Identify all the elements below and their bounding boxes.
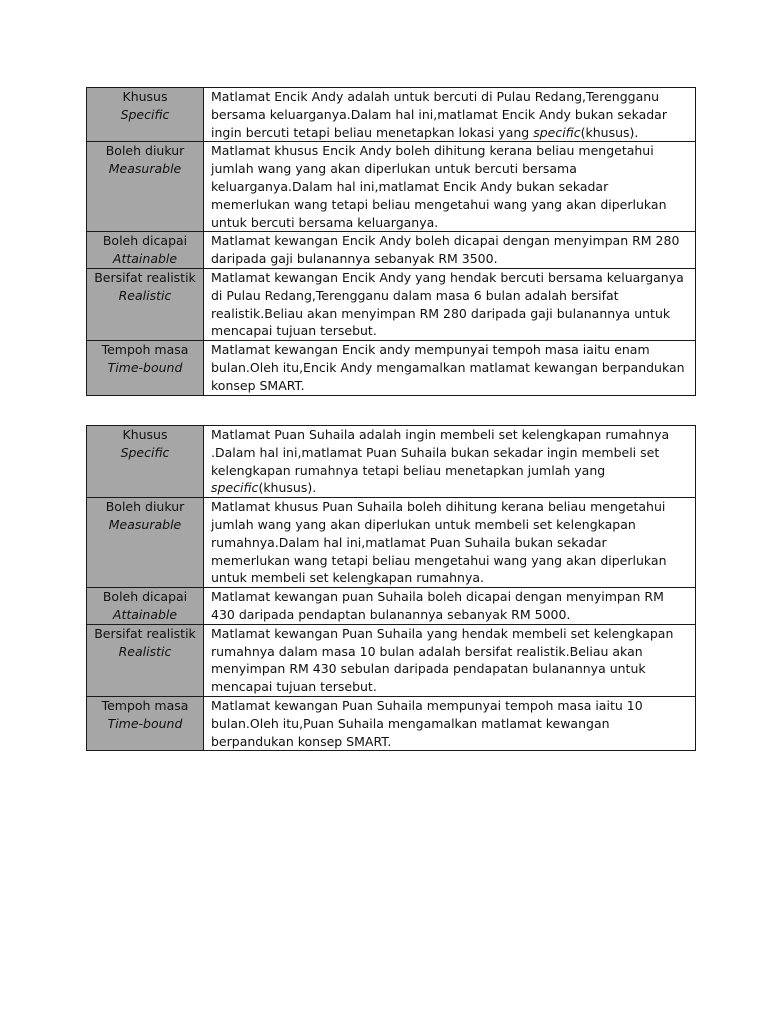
criterion-label-malay: Khusus <box>122 427 168 442</box>
criterion-label-malay: Tempoh masa <box>101 697 189 713</box>
criterion-description <box>204 341 696 395</box>
description-text: Matlamat kewangan Puan Suhaila mempunyai tempoh masa iaitu 10 bulan.Oleh itu,Puan Suhaila mengamalkan matlamat kewangan berpandukan konsep SMART. <box>211 697 643 749</box>
criterion-label-english: Measurable <box>108 516 182 532</box>
criterion-label-cell <box>87 498 204 588</box>
criterion-label-cell <box>87 341 204 395</box>
table-row <box>87 426 696 498</box>
criterion-label-malay: Bersifat realistik <box>94 269 196 285</box>
criterion-label-english: Time-bound <box>107 715 183 731</box>
criterion-label-cell <box>87 624 204 696</box>
table-row <box>87 341 696 395</box>
criterion-description <box>204 696 696 750</box>
criterion-label-malay: Boleh dicapai <box>102 589 188 605</box>
criterion-label-cell <box>87 426 204 498</box>
description-text: Matlamat kewangan Encik Andy boleh dicapai dengan menyimpan RM 280 daripada gaji bulanannya sebanyak RM 3500. <box>211 233 680 267</box>
criterion-label-english: Realistic <box>118 287 172 303</box>
smart-goal-table-andy <box>86 87 696 396</box>
criterion-description <box>204 624 696 696</box>
description-text-end: (khusus). <box>580 124 639 140</box>
table-row <box>87 624 696 696</box>
criterion-description <box>204 426 696 498</box>
description-text: Matlamat khusus Encik Andy boleh dihitung kerana beliau mengetahui jumlah wang yang akan diperlukan untuk bercuti bersama keluarganya.Dalam hal ini,matlamat Encik Andy bukan sekadar memerlukan wang tetapi beliau mengetahui wang yang akan diperlukan untuk bercuti bersama keluarganya. <box>211 143 667 230</box>
criterion-label-english: Specific <box>120 106 170 122</box>
criterion-label-cell <box>87 696 204 750</box>
description-text: Matlamat kewangan puan Suhaila boleh dicapai dengan menyimpan RM 430 daripada pendaptan bulanannya sebanyak RM 5000. <box>211 589 664 622</box>
table-row <box>87 696 696 750</box>
description-text: Matlamat Encik Andy adalah untuk bercuti di Pulau Redang,Terengganu bersama keluarganya.Dalam hal ini,matlamat Encik Andy bukan sekadar ingin bercuti tetapi beliau menetapkan lokasi yang <box>211 89 667 140</box>
criterion-description <box>204 588 696 625</box>
criterion-description <box>204 88 696 142</box>
criterion-label-cell <box>87 88 204 142</box>
description-text: Matlamat kewangan Puan Suhaila yang hendak membeli set kelengkapan rumahnya dalam masa 10 bulan adalah bersifat realistik.Beliau akan menyimpan RM 430 sebulan daripada pendapatan bulanannya untuk mencapai tujuan tersebut. <box>211 625 674 695</box>
criterion-label-english: Specific <box>120 444 170 460</box>
description-italic-term: specific <box>211 480 259 496</box>
criterion-label-english: Realistic <box>118 643 172 659</box>
criterion-description <box>204 232 696 269</box>
description-text: Matlamat kewangan Encik Andy yang hendak bercuti bersama keluarganya di Pulau Redang,Terengganu dalam masa 6 bulan adalah bersifat realistik.Beliau akan menyimpan RM 280 daripada gaji bulanannya untuk mencapai tujuan tersebut. <box>211 269 684 339</box>
description-text: Matlamat kewangan Encik andy mempunyai tempoh masa iaitu enam bulan.Oleh itu,Encik Andy mengamalkan matlamat kewangan berpandukan konsep SMART. <box>211 342 685 393</box>
criterion-label-malay: Bersifat realistik <box>94 625 196 641</box>
table-row <box>87 232 696 269</box>
criterion-label-malay: Boleh diukur <box>105 143 185 159</box>
table-row <box>87 588 696 625</box>
criterion-label-english: Time-bound <box>107 359 183 375</box>
criterion-label-english: Measurable <box>108 161 182 177</box>
criterion-description <box>204 498 696 588</box>
description-text: Matlamat khusus Puan Suhaila boleh dihitung kerana beliau mengetahui jumlah wang yang akan diperlukan untuk membeli set kelengkapan rumahnya.Dalam hal ini,matlamat Puan Suhaila bukan sekadar memerlukan wang tetapi beliau mengetahui wang yang akan diperlukan untuk membeli set kelengkapan rumahnya. <box>211 499 667 586</box>
description-text: Matlamat Puan Suhaila adalah ingin membeli set kelengkapan rumahnya .Dalam hal ini,matlamat Puan Suhaila bukan sekadar ingin membeli set kelengkapan rumahnya tetapi beliau menetapkan jumlah yang <box>211 427 670 478</box>
criterion-label-english: Attainable <box>112 606 178 622</box>
criterion-label-cell <box>87 588 204 625</box>
table-row <box>87 142 696 232</box>
criterion-description <box>204 142 696 232</box>
criterion-label-cell <box>87 232 204 269</box>
smart-goal-table-suhaila <box>86 425 696 751</box>
criterion-label-cell <box>87 268 204 340</box>
description-text-end: (khusus). <box>258 480 317 496</box>
criterion-description <box>204 268 696 340</box>
criterion-label-english: Attainable <box>112 251 178 267</box>
table-row <box>87 498 696 588</box>
criterion-label-malay: Tempoh masa <box>101 342 189 358</box>
description-italic-term: specific <box>533 124 581 140</box>
criterion-label-malay: Khusus <box>122 89 168 104</box>
table-row <box>87 88 696 142</box>
table-row <box>87 268 696 340</box>
criterion-label-malay: Boleh diukur <box>105 499 185 515</box>
criterion-label-cell <box>87 142 204 232</box>
criterion-label-malay: Boleh dicapai <box>102 233 188 249</box>
